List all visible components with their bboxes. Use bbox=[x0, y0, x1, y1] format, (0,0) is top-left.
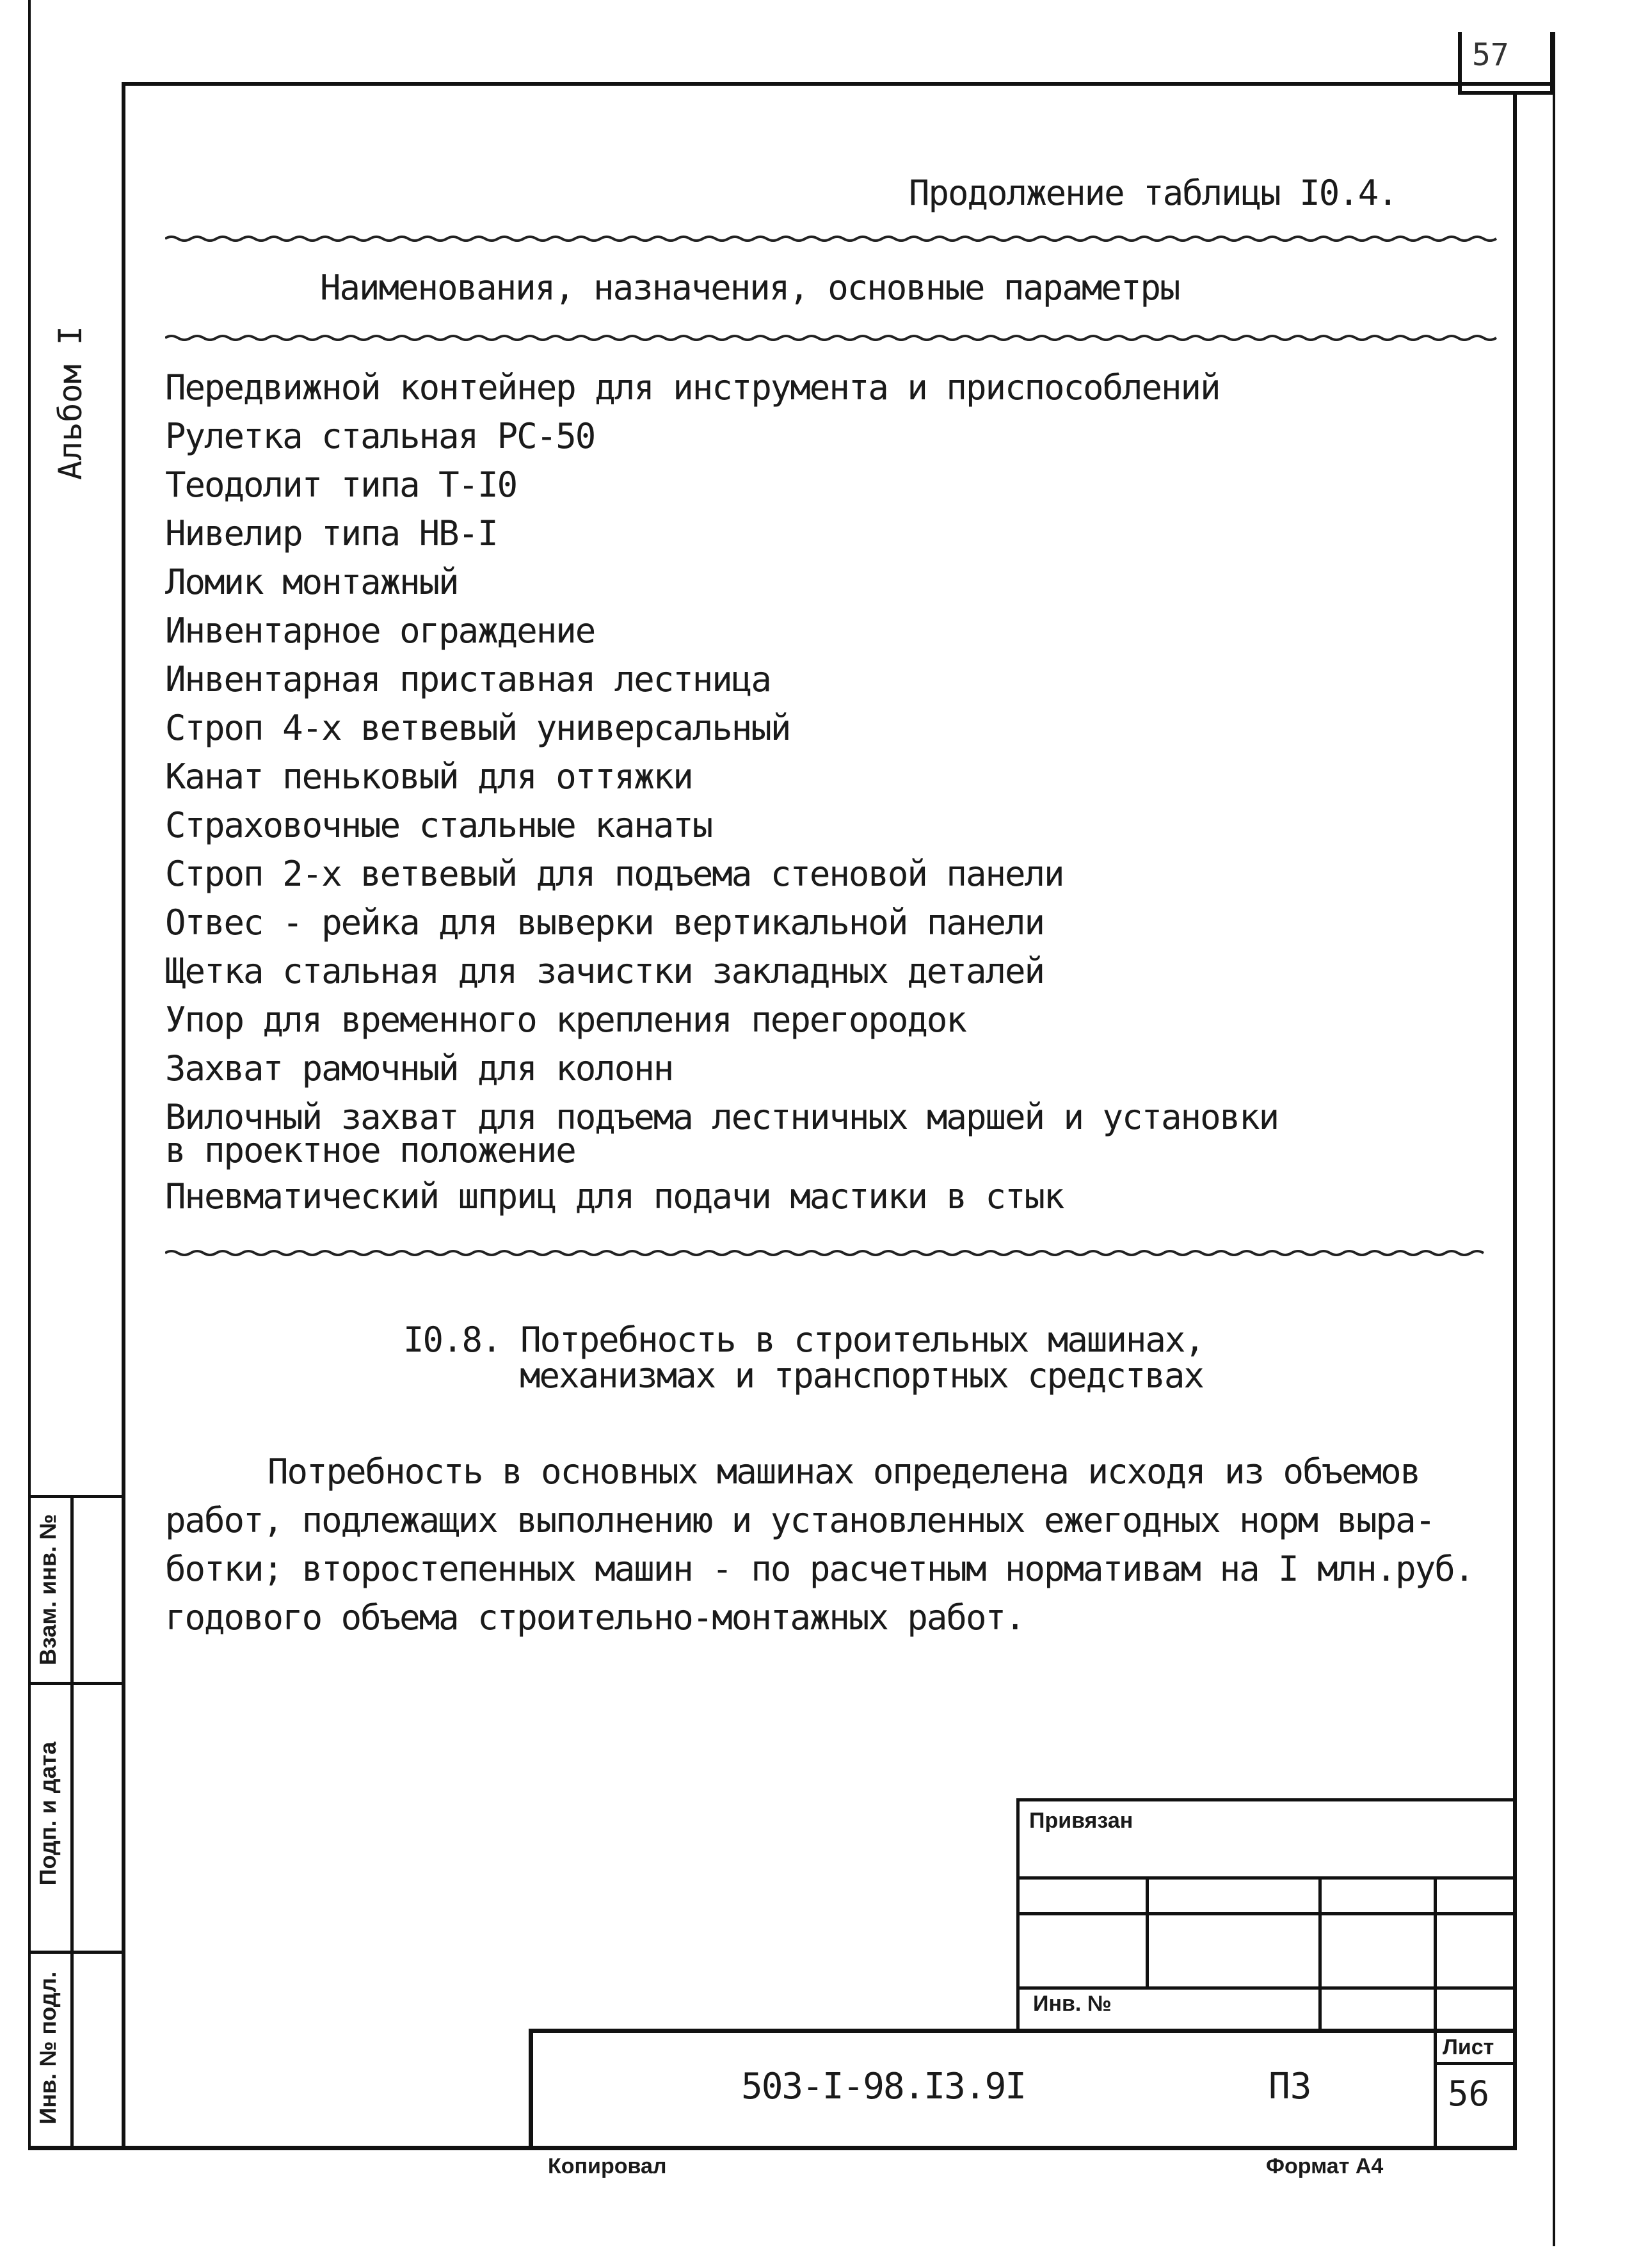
frame-bottom-line bbox=[28, 2146, 1517, 2150]
sheet-top-number: 57 bbox=[1472, 37, 1509, 73]
paragraph-line: работ, подлежащих выполнению и установленных ежегодных норм выра- bbox=[165, 1500, 1435, 1540]
table-header-bottom-rule bbox=[165, 333, 1509, 343]
copied-label: Копировал bbox=[548, 2154, 667, 2178]
frame-top-line bbox=[122, 82, 1555, 86]
tb-row-line-1 bbox=[1016, 1876, 1517, 1880]
sheet-number-box-bottom bbox=[1458, 91, 1554, 95]
tb-row-line-2 bbox=[1016, 1912, 1517, 1915]
tb-list-line bbox=[1434, 2062, 1517, 2065]
list-item: Рулетка стальная РС-50 bbox=[165, 416, 595, 456]
list-number: 56 bbox=[1448, 2073, 1490, 2114]
paragraph-line: годового объема строительно-монтажных работ. bbox=[165, 1597, 1025, 1638]
vzam-inv-label: Взам. инв. № bbox=[35, 1513, 61, 1666]
doc-type: ПЗ bbox=[1269, 2066, 1312, 2107]
left-stamp-divider bbox=[70, 1495, 74, 2148]
table-header: Наименования, назначения, основные параметры bbox=[320, 268, 1180, 308]
frame-left-line bbox=[122, 82, 125, 2147]
list-item: Инвентарная приставная лестница bbox=[165, 659, 771, 699]
tb-col-1 bbox=[1146, 1876, 1149, 1989]
list-item: Отвес - рейка для выверки вертикальной панели bbox=[165, 902, 1044, 943]
tb-row-line-3 bbox=[1016, 1986, 1517, 1990]
list-item: Щетка стальная для зачистки закладных деталей bbox=[165, 951, 1044, 991]
list-item: Инвентарное ограждение bbox=[165, 611, 595, 651]
inv-no-label: Инв. № bbox=[1033, 1992, 1112, 2016]
section-title-line2: механизмах и транспортных средствах bbox=[520, 1355, 1203, 1396]
page-right-edge-line bbox=[1553, 32, 1555, 2246]
list-item-multiline-2: в проектное положение bbox=[165, 1130, 575, 1170]
table-end-rule bbox=[165, 1248, 1496, 1258]
sheet-number-box-left bbox=[1458, 32, 1462, 93]
list-item: Канат пеньковый для оттяжки bbox=[165, 756, 692, 797]
doc-code: 503-I-98.I3.9I bbox=[741, 2066, 1026, 2107]
list-item: Упор для временного крепления перегородок bbox=[165, 1000, 966, 1040]
album-label: Альбом I bbox=[52, 326, 89, 480]
list-item-multiline-1: Вилочный захват для подъема лестничных маршей и установки bbox=[165, 1097, 1279, 1137]
tb-main-left bbox=[529, 2029, 533, 2150]
list-item: Захват рамочный для колонн bbox=[165, 1048, 673, 1089]
list-item: Строп 4-х ветвевый универсальный bbox=[165, 708, 790, 748]
tb-col-3 bbox=[1434, 1876, 1437, 2148]
list-item: Теодолит типа Т-I0 bbox=[165, 465, 517, 505]
tb-col-2 bbox=[1318, 1876, 1322, 2032]
list-item: Нивелир типа НВ-I bbox=[165, 513, 497, 554]
sheet-number-box-right bbox=[1550, 32, 1554, 93]
list-item-last: Пневматический шприц для подачи мастики в стык bbox=[165, 1176, 1064, 1217]
continuation-title: Продолжение таблицы I0.4. bbox=[909, 173, 1397, 213]
inv-podl-label: Инв. № подл. bbox=[35, 1971, 61, 2125]
privyazan-label: Привязан bbox=[1029, 1809, 1133, 1833]
podp-data-label: Подп. и дата bbox=[35, 1741, 61, 1886]
tb-privyazan-top bbox=[1016, 1798, 1517, 1801]
table-header-top-rule bbox=[165, 234, 1509, 244]
list-label: Лист bbox=[1443, 2035, 1494, 2059]
list-item: Строп 2-х ветвевый для подъема стеновой панели bbox=[165, 854, 1064, 894]
section-title-line1: I0.8. Потребность в строительных машинах, bbox=[403, 1320, 1204, 1360]
list-item: Страховочные стальные канаты bbox=[165, 805, 712, 845]
list-item: Ломик монтажный bbox=[165, 562, 458, 602]
format-label: Формат А4 bbox=[1266, 2154, 1384, 2178]
paragraph-line: ботки; второстепенных машин - по расчетным нормативам на I млн.руб. bbox=[165, 1549, 1474, 1589]
list-item: Передвижной контейнер для инструмента и приспособлений bbox=[165, 367, 1220, 408]
paragraph-line: Потребность в основных машинах определена исходя из объемов bbox=[268, 1451, 1420, 1492]
frame-right-line bbox=[1513, 93, 1517, 2150]
tb-main-top bbox=[529, 2029, 1517, 2033]
left-stamp-sep2 bbox=[28, 1951, 124, 1954]
